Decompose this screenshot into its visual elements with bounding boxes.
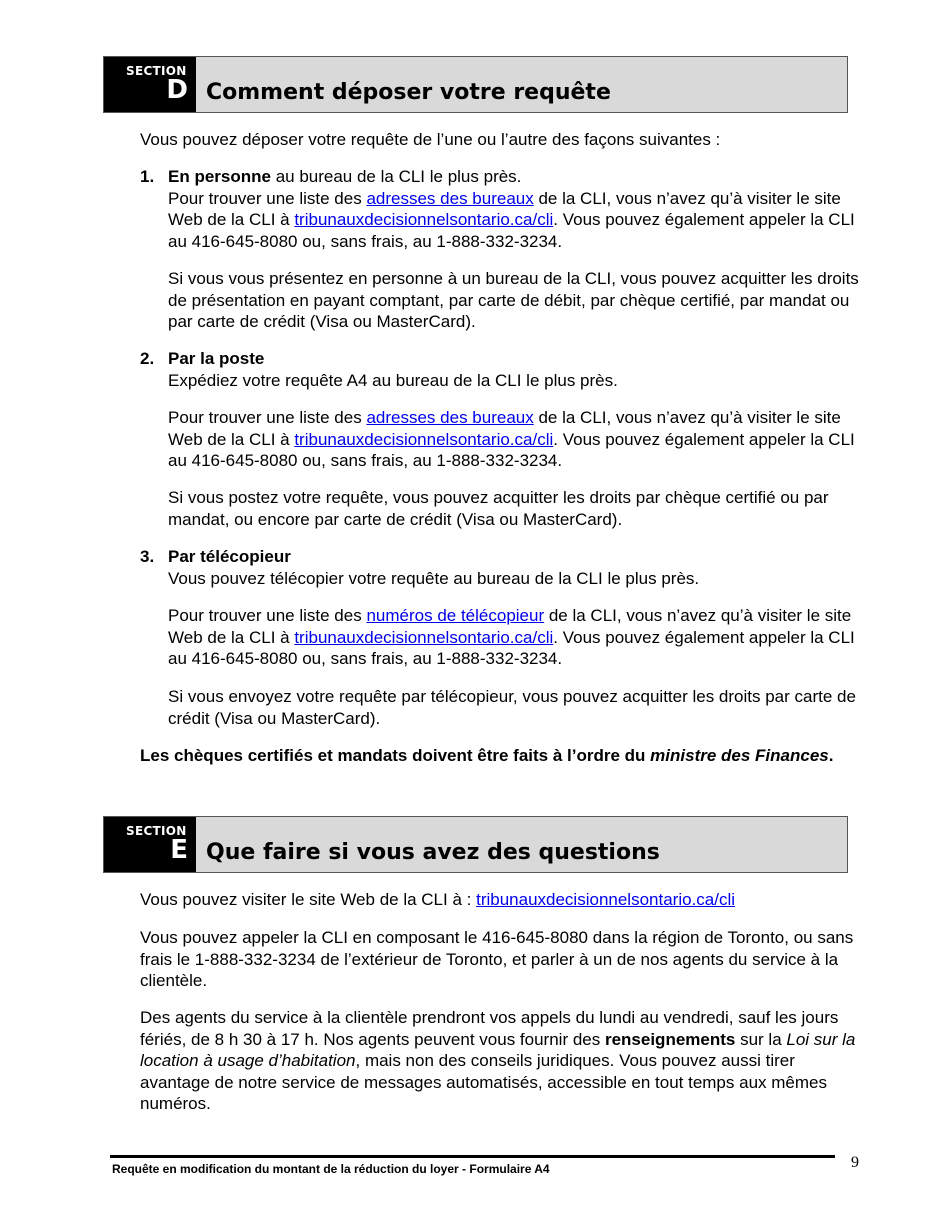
list-item-3-find-text-c: . Vous pouvez également appeler la CLI au 416-645-8080 ou, sans frais, au 1-888-332-3234. <box>168 627 855 668</box>
cli-website-link[interactable]: tribunauxdecisionnelsontario.ca/cli <box>294 627 554 647</box>
section-e-label-box <box>104 817 196 872</box>
list-item-3-heading: Par télécopieur <box>168 547 291 566</box>
footer-divider <box>110 1155 835 1158</box>
cheques-note-text: Les chèques certifiés et mandats doivent être faits à l’ordre du <box>140 746 651 765</box>
section-e-header <box>103 816 848 873</box>
list-item-3-find-text: Pour trouver une liste des <box>168 606 367 625</box>
section-e-visit-text: Vous pouvez visiter le site Web de la CLI à : <box>140 890 477 909</box>
list-item-2-number: 2. <box>140 349 155 368</box>
list-item-2-find-text-b: de la CLI, vous n’avez qu’à visiter le site Web de la CLI à <box>168 408 841 449</box>
section-e-call: Vous pouvez appeler la CLI en composant le 416-645-8080 dans la région de Toronto, ou sans frais le 1-888-332-3234 de l’extérieur de Toronto, et parler à un de nos agents du service à la clientèle. <box>140 928 854 990</box>
cli-website-link[interactable]: tribunauxdecisionnelsontario.ca/cli <box>476 890 736 909</box>
office-addresses-link[interactable]: adresses des bureaux <box>366 188 534 208</box>
section-e-word: SECTION <box>126 824 187 838</box>
section-d-word: SECTION <box>126 64 187 78</box>
section-e-visit <box>140 889 865 911</box>
list-item-3-find <box>168 605 865 670</box>
page-number: 9 <box>851 1154 859 1171</box>
list-item-2-find-text-c: . Vous pouvez également appeler la CLI au 416-645-8080 ou, sans frais, au 1-888-332-3234. <box>168 429 855 470</box>
cheques-note-payee: ministre des Finances <box>650 746 829 765</box>
cli-website-link[interactable]: tribunauxdecisionnelsontario.ca/cli <box>294 210 554 229</box>
section-d-title: Comment déposer votre requête <box>206 80 611 105</box>
list-item-2-find-text: Pour trouver une liste des <box>168 408 367 427</box>
fax-numbers-link[interactable]: numéros de télécopieur <box>366 606 545 625</box>
office-addresses-link[interactable]: adresses des bureaux <box>366 408 534 427</box>
section-d-letter: D <box>166 75 188 105</box>
section-e-agents-text: Des agents du service à la clientèle prendront vos appels du lundi au vendredi, sauf les jours fériés, de 8 h 30 à 17 h. Nos agents peuvent vous fournir des <box>140 1008 839 1049</box>
cheques-note-end: . <box>828 746 834 765</box>
list-item-3-payment: Si vous envoyez votre requête par télécopieur, vous pouvez acquitter les droits par carte de crédit (Visa ou MasterCard). <box>168 687 856 728</box>
section-d-label-box <box>104 57 196 112</box>
list-item-2-line: Expédiez votre requête A4 au bureau de la CLI le plus près. <box>168 370 618 390</box>
list-item-3-find-text-b: de la CLI, vous n’avez qu’à visiter le site Web de la CLI à <box>168 606 852 647</box>
section-e-agents-text-b: sur la <box>735 1029 787 1049</box>
cheques-note <box>140 745 865 767</box>
list-item-2-payment: Si vous postez votre requête, vous pouvez acquitter les droits par chèque certifié ou par mandat, ou encore par carte de crédit (Visa ou MasterCard). <box>168 488 829 529</box>
footer-form-title: Requête en modification du montant de la réduction du loyer - Formulaire A4 <box>112 1162 550 1176</box>
cli-website-link[interactable]: tribunauxdecisionnelsontario.ca/cli <box>294 429 554 449</box>
section-e-letter: E <box>170 835 188 865</box>
list-item-1-payment: Si vous vous présentez en personne à un bureau de la CLI, vous pouvez acquitter les droits de présentation en payant comptant, par carte de débit, par chèque certifié, par mandat ou par carte de crédit (Visa ou MasterCard). <box>168 269 859 331</box>
list-item-1-find-text-b: de la CLI, vous n’avez qu’à visiter le site Web de la CLI à <box>168 188 841 229</box>
section-d-intro: Vous pouvez déposer votre requête de l’une ou l’autre des façons suivantes : <box>140 130 721 149</box>
section-e-agents-law: Loi sur la location à usage d’habitation <box>140 1029 856 1070</box>
list-item-3-line: Vous pouvez télécopier votre requête au bureau de la CLI le plus près. <box>168 568 700 588</box>
list-item-1-find-text-c: . Vous pouvez également appeler la CLI au 416-645-8080 ou, sans frais, au 1-888-332-3234. <box>168 210 855 251</box>
list-item-3-number: 3. <box>140 547 155 566</box>
section-e-agents-bold: renseignements <box>604 1029 736 1049</box>
list-item-1-number: 1. <box>140 167 155 186</box>
list-item-1-heading-rest: au bureau de la CLI le plus près. <box>270 167 522 186</box>
list-item-1-heading: En personne <box>168 167 271 186</box>
section-d-header <box>103 56 848 113</box>
section-e-title: Que faire si vous avez des questions <box>206 840 660 865</box>
list-item-2-find <box>168 407 865 472</box>
list-item-2-heading: Par la poste <box>168 349 265 368</box>
section-e-agents <box>140 1007 865 1115</box>
list-item-1-find-text: Pour trouver une liste des <box>168 188 367 208</box>
section-e-agents-text-c: , mais non des conseils juridiques. Vous pouvez aussi tirer avantage de notre service de messages automatisés, accessible en tout temps aux mêmes numéros. <box>140 1051 827 1113</box>
